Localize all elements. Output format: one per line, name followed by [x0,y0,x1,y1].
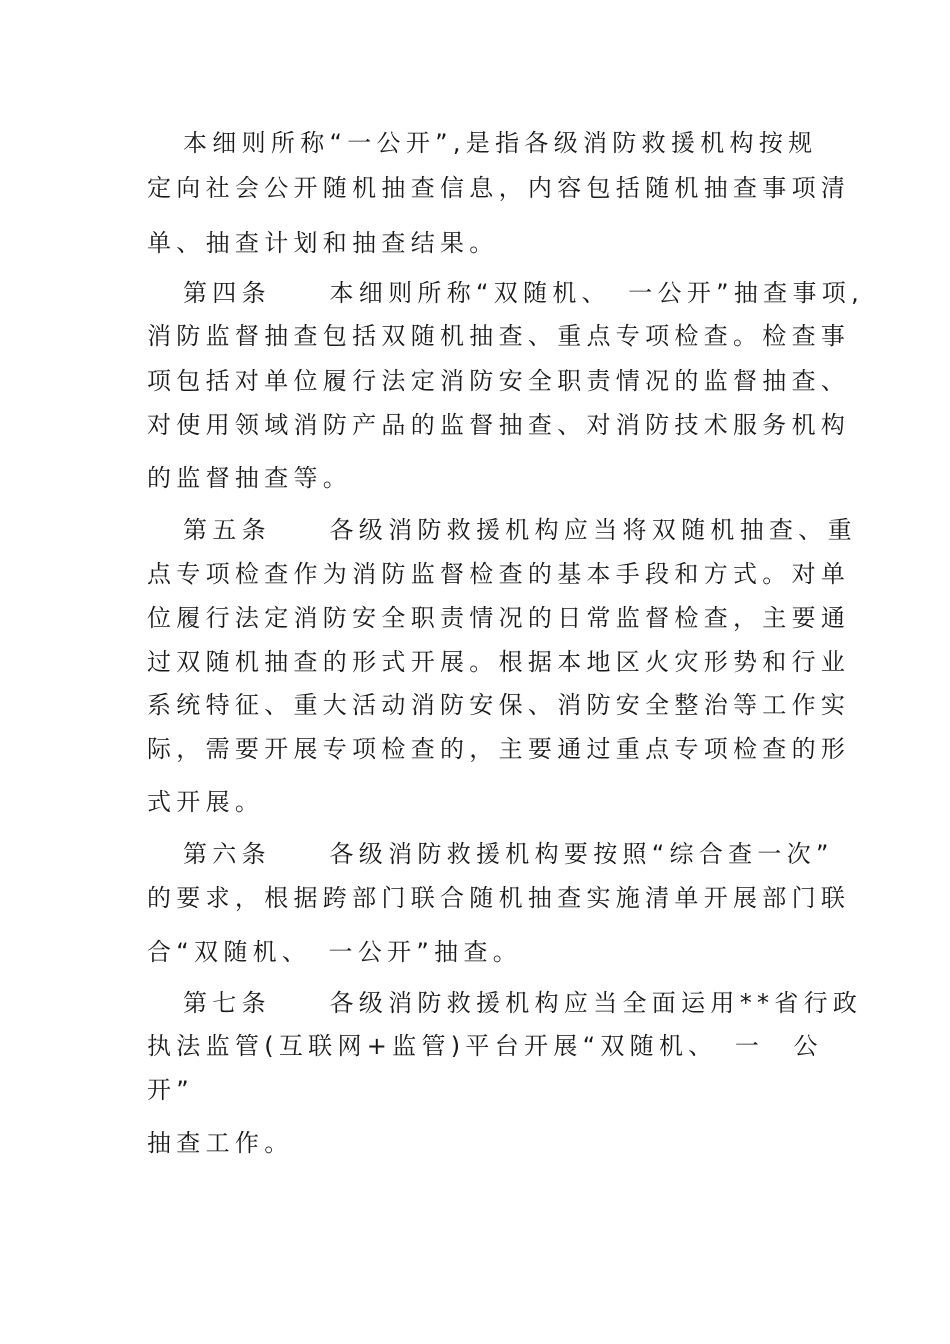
paragraph-line: 开” [147,1076,195,1104]
paragraph-line: 的要求，根据跨部门联合随机抽查实施清单开展部门联 [147,884,851,912]
paragraph-line: 执法监管(互联网+监管)平台开展“双随机、 一 公 [147,1032,823,1060]
article-6-heading-line: 第六条 各级消防救援机构要按照“综合查一次” [183,840,834,868]
paragraph-line: 过双随机抽查的形式开展。根据本地区火灾形势和行业 [147,648,851,676]
article-5-heading-line: 第五条 各级消防救援机构应当将双随机抽查、重 [183,516,857,544]
paragraph-line: 对使用领域消防产品的监督抽查、对消防技术服务机构 [147,411,851,439]
paragraph-line: 消防监督抽查包括双随机抽查、重点专项检查。检查事 [147,322,851,350]
paragraph-line: 抽查工作。 [147,1129,294,1157]
paragraph-line: 本细则所称“一公开”,是指各级消防救援机构按规 [183,129,818,157]
article-7-heading-line: 第七条 各级消防救援机构应当全面运用**省行政 [183,989,863,1017]
paragraph-line: 定向社会公开随机抽查信息，内容包括随机抽查事项清 [147,174,851,202]
paragraph-line: 的监督抽查等。 [147,464,353,492]
paragraph-line: 点专项检查作为消防监督检查的基本手段和方式。对单 [147,560,851,588]
paragraph-line: 项包括对单位履行法定消防安全职责情况的监督抽查、 [147,367,851,395]
paragraph-line: 单、抽查计划和抽查结果。 [147,229,499,257]
paragraph-line: 合“双随机、 一公开”抽查。 [147,938,523,966]
paragraph-line: 际，需要开展专项检查的，主要通过重点专项检查的形 [147,735,851,763]
paragraph-line: 系统特征、重大活动消防安保、消防安全整治等工作实 [147,691,851,719]
paragraph-line: 式开展。 [147,788,265,816]
paragraph-line: 位履行法定消防安全职责情况的日常监督检查，主要通 [147,604,851,632]
article-4-heading-line: 第四条 本细则所称“双随机、 一公开”抽查事项, [183,279,864,307]
